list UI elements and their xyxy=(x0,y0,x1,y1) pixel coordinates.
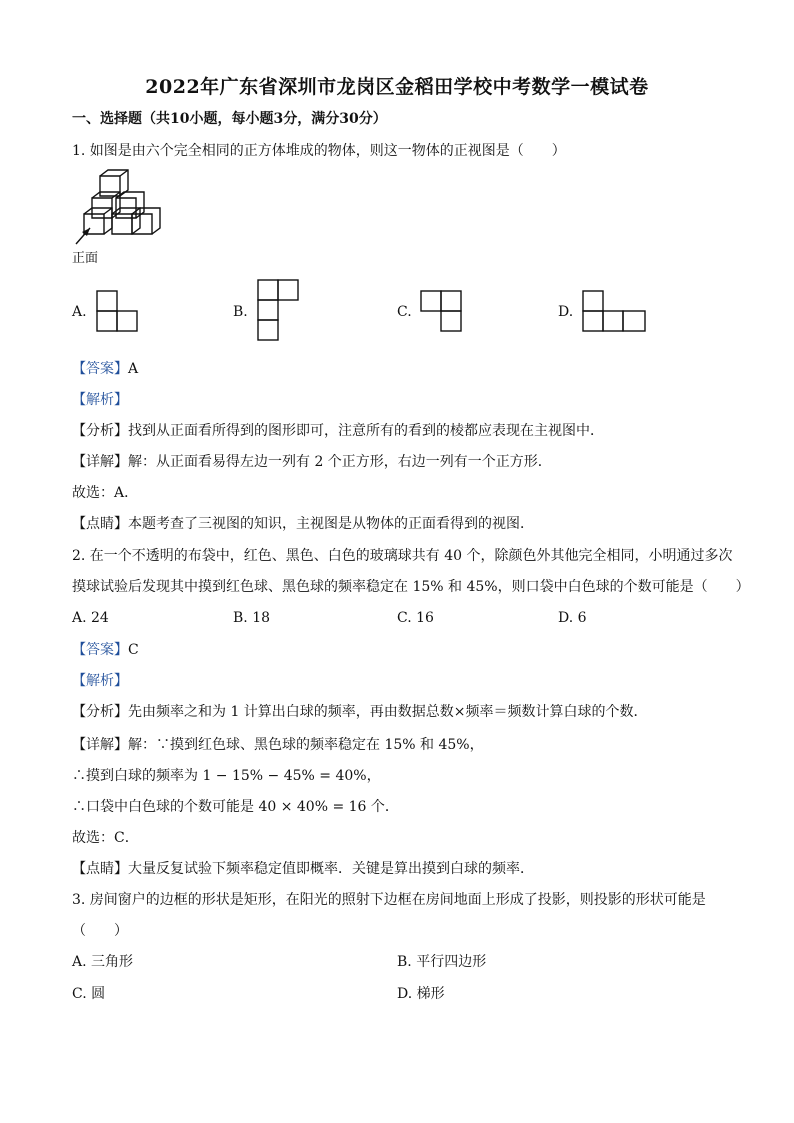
q2-option-a[interactable]: A. 24 xyxy=(72,610,109,626)
q1-dianjing-text: 本题考查了三视图的知识，主视图是从物体的正面看得到的视图． xyxy=(128,516,534,532)
q3-option-d[interactable]: D. 梯形 xyxy=(397,986,445,1002)
q1-analysis-tag: 【解析】 xyxy=(72,392,128,408)
q2-option-b[interactable]: B. 18 xyxy=(233,610,271,626)
q1-stem: 1. 如图是由六个完全相同的正方体堆成的物体，则这一物体的正视图是（ ） xyxy=(72,143,566,159)
q1-fenxi xyxy=(72,422,604,440)
q2-xiangjie-tag: 【详解】 xyxy=(72,737,128,753)
q2-xiangjie xyxy=(72,736,484,754)
page-title: 2022年广东省深圳市龙岗区金稻田学校中考数学一模试卷 xyxy=(145,76,649,98)
q2-fenxi xyxy=(72,703,648,721)
q1-xiangjie-tag: 【详解】 xyxy=(72,454,128,470)
q3-stem-line1: 3. 房间窗户的边框的形状是矩形，在阳光的照射下边框在房间地面上形成了投影，则投影的形状可能是 xyxy=(72,892,706,908)
q1-option-d-figure xyxy=(582,290,648,334)
q2-dianjing-tag: 【点睛】 xyxy=(72,861,128,877)
q1-option-b-label[interactable]: B. xyxy=(233,304,248,320)
q2-answer-tag: 【答案】 xyxy=(72,642,128,658)
q1-option-b-figure xyxy=(257,279,301,343)
q1-xiangjie xyxy=(72,453,552,471)
q3-stem-line2: （ ） xyxy=(72,923,128,939)
q1-cube-figure xyxy=(70,168,160,258)
q2-result-line: ∴口袋中白色球的个数可能是 40 × 40% = 16 个． xyxy=(72,799,399,815)
q2-xiangjie-text: 解：∵摸到红色球、黑色球的频率稳定在 15% 和 45%， xyxy=(128,737,484,753)
q1-dianjing-tag: 【点睛】 xyxy=(72,516,128,532)
q1-option-a-label[interactable]: A. xyxy=(72,304,87,320)
q3-option-c[interactable]: C. 圆 xyxy=(72,986,106,1002)
q2-answer-value: C xyxy=(128,642,139,658)
q1-front-label: 正面 xyxy=(72,251,99,266)
q2-option-d[interactable]: D. 6 xyxy=(558,610,587,626)
q1-option-a-figure xyxy=(96,290,140,334)
q1-answer-value: A xyxy=(128,361,139,377)
q2-stem-line1: 2. 在一个不透明的布袋中，红色、黑色、白色的玻璃球共有 40 个，除颜色外其他完全相同，小明通过多次 xyxy=(72,548,733,564)
q2-dianjing xyxy=(72,860,534,878)
q3-option-a[interactable]: A. 三角形 xyxy=(72,954,134,970)
q1-xiangjie-text: 解：从正面看易得左边一列有 2 个正方形，右边一列有一个正方形． xyxy=(128,454,552,470)
q1-option-d-label[interactable]: D. xyxy=(558,304,574,320)
q1-answer-tag: 【答案】 xyxy=(72,361,128,377)
q1-guxuan: 故选：A． xyxy=(72,485,139,501)
q1-dianjing xyxy=(72,515,534,533)
q2-fenxi-tag: 【分析】 xyxy=(72,704,128,720)
q2-calc-line: ∴摸到白球的频率为 1 − 15% − 45% = 40%， xyxy=(72,768,381,784)
q1-option-c-figure xyxy=(420,290,464,334)
q2-stem-line2: 摸球试验后发现其中摸到红色球、黑色球的频率稳定在 15% 和 45%，则口袋中白色球的个数可能是（ ） xyxy=(72,579,750,595)
section-heading: 一、选择题（共10小题，每小题3分，满分30分） xyxy=(72,111,387,127)
q1-option-c-label[interactable]: C. xyxy=(397,304,412,320)
q2-answer xyxy=(72,641,139,659)
q3-option-b[interactable]: B. 平行四边形 xyxy=(397,954,487,970)
q2-fenxi-text: 先由频率之和为 1 计算出白球的频率，再由数据总数×频率＝频数计算白球的个数． xyxy=(128,704,648,720)
q1-fenxi-text: 找到从正面看所得到的图形即可，注意所有的看到的棱都应表现在主视图中． xyxy=(128,423,604,439)
q2-dianjing-text: 大量反复试验下频率稳定值即概率．关键是算出摸到白球的频率． xyxy=(128,861,534,877)
q1-answer xyxy=(72,360,138,378)
q1-fenxi-tag: 【分析】 xyxy=(72,423,128,439)
q2-guxuan: 故选：C． xyxy=(72,830,139,846)
q2-analysis-tag: 【解析】 xyxy=(72,673,128,689)
q2-option-c[interactable]: C. 16 xyxy=(397,610,434,626)
